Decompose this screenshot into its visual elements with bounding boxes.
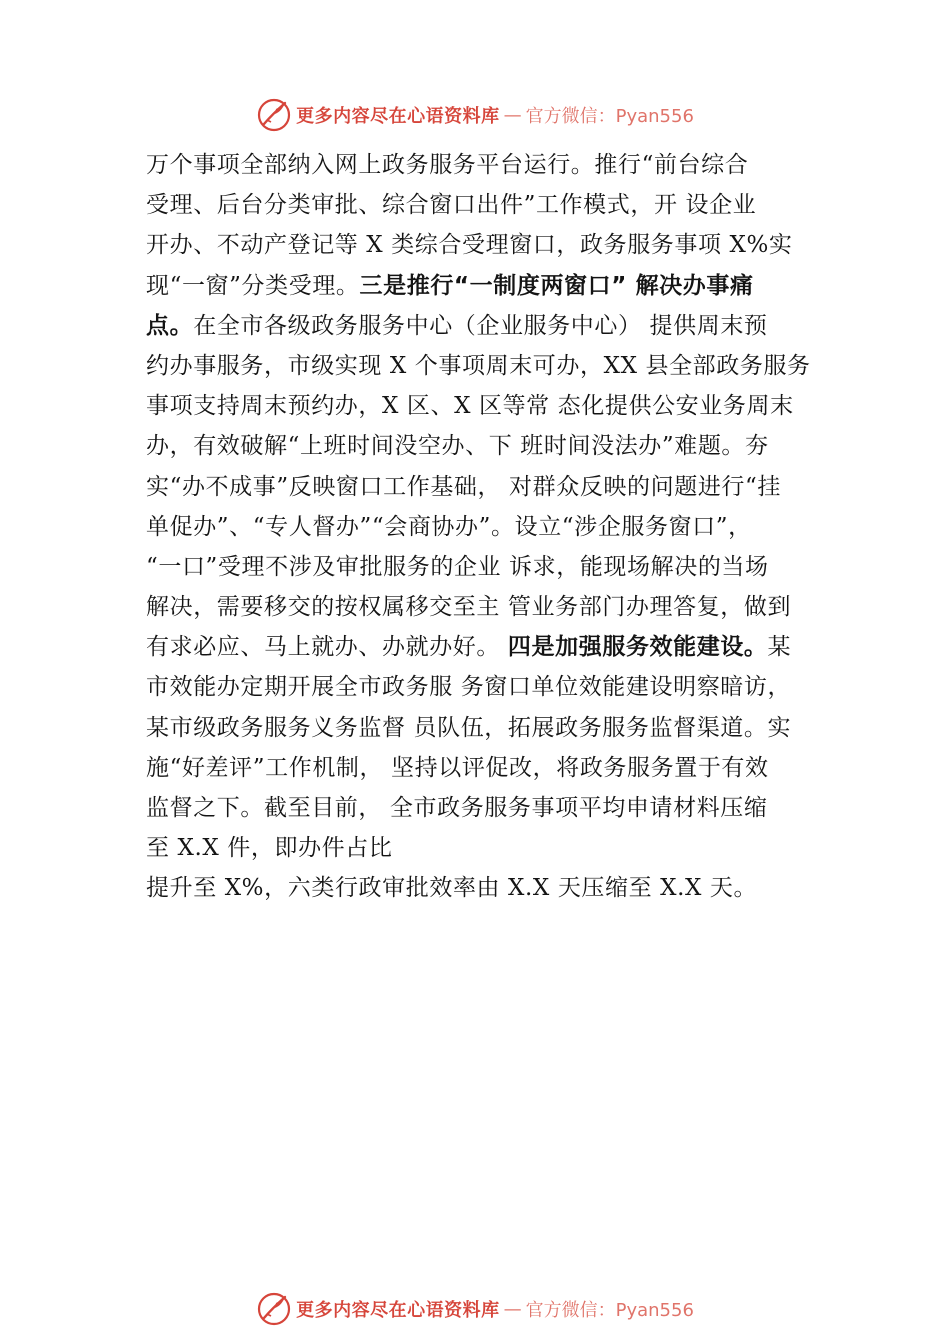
text-line [146, 225, 846, 265]
body-text: 开办、不动产登记等 X 类综合受理窗口，政务服务事项 X%实 [146, 232, 793, 259]
body-text: 提升至 X%，六类行政审批效率由 X.X 天压缩至 X.X 天。 [146, 875, 758, 902]
body-text: 单促办”、“专人督办”“会商协办”。设立“涉企服务窗口”， [146, 513, 752, 540]
text-line [146, 386, 846, 426]
body-text: 某 [767, 634, 792, 661]
body-text: 万个事项全部纳入网上政务服务平台运行。推行“前台综合 [146, 152, 749, 178]
text-line [146, 547, 846, 587]
body-text: 市效能办定期开展全市政务服 务窗口单位效能建设明察暗访， [146, 674, 792, 701]
watermark-brand: 更多内容尽在心语资料库 [296, 1300, 500, 1321]
text-line [146, 346, 846, 386]
emphasis-text: 三是推行“一制度两窗口” 解决办事痛 [359, 272, 754, 299]
body-text: 约办事服务，市级实现 X 个事项周末可办，XX 县全部政务服务 [146, 352, 811, 379]
text-line [146, 748, 846, 788]
body-text: 受理、后台分类审批、综合窗口出件”工作模式，开 设企业 [146, 192, 757, 219]
body-text: “一口”受理不涉及审批服务的企业 诉求，能现场解决的当场 [146, 553, 769, 580]
body-text: 事项支持周末预约办，X 区、X 区等常 态化提供公安业务周末 [146, 393, 794, 420]
quill-logo-icon [256, 1291, 292, 1327]
text-line [146, 868, 846, 908]
header-watermark [0, 95, 950, 135]
body-text: 有求必应、马上就办、办就办好。 [146, 634, 508, 661]
watermark-contact: 官方微信：Pyan556 [525, 1300, 694, 1321]
emphasis-text: 点。 [146, 312, 194, 339]
text-line [146, 185, 846, 225]
body-text: 解决，需要移交的按权属移交至主 管业务部门办理答复，做到 [146, 594, 792, 621]
text-line [146, 145, 846, 185]
body-text: 监督之下。截至目前， 全市政务服务事项平均申请材料压缩 [146, 795, 768, 821]
body-text: 某市级政务服务义务监督 员队伍，拓展政务服务监督渠道。实 [146, 714, 792, 741]
body-text: 在全市各级政务服务中心（企业服务中心） 提供周末预 [193, 312, 768, 339]
watermark-dash: — [503, 104, 522, 126]
body-text: 至 X.X 件，即办件占比 [146, 835, 393, 862]
body-text: 办，有效破解“上班时间没空办、下 班时间没法办”难题。夯 [146, 433, 769, 460]
emphasis-text: 四是加强服务效能建设。 [507, 634, 768, 661]
document-body [146, 145, 846, 909]
text-line [146, 306, 846, 346]
text-line [146, 708, 846, 748]
text-line [146, 467, 846, 507]
text-line [146, 266, 846, 306]
text-line [146, 507, 846, 547]
text-line [146, 788, 846, 828]
text-line [146, 426, 846, 466]
body-text: 施“好差评”工作机制， 坚持以评促改，将政务服务置于有效 [146, 754, 769, 781]
text-line [146, 828, 846, 868]
text-line [146, 667, 846, 707]
quill-logo-icon [256, 97, 292, 133]
body-text: 现“一窗”分类受理。 [146, 272, 360, 299]
body-text: 实“办不成事”反映窗口工作基础， 对群众反映的问题进行“挂 [146, 473, 781, 500]
text-line [146, 627, 846, 667]
footer-watermark [0, 1289, 950, 1329]
watermark-dash: — [503, 1298, 522, 1320]
watermark-brand: 更多内容尽在心语资料库 [296, 106, 500, 127]
watermark-contact: 官方微信：Pyan556 [525, 106, 694, 127]
text-line [146, 587, 846, 627]
